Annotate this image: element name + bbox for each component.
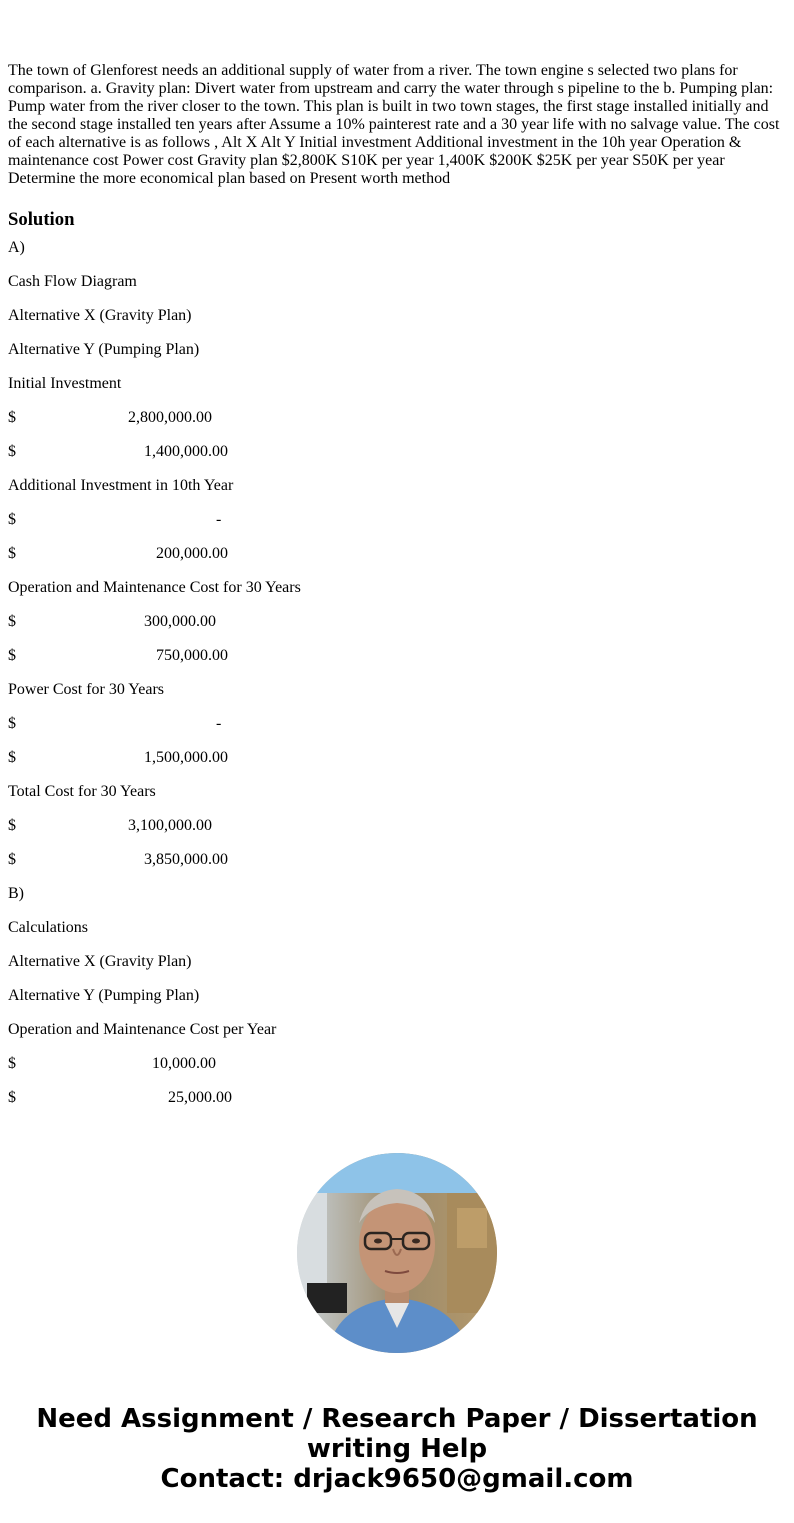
amount-value: 25,000.00 [168, 1089, 232, 1106]
om-year-x [8, 1055, 784, 1073]
promo-line-1: Need Assignment / Research Paper / Dissertation [36, 1404, 758, 1434]
currency-symbol: $ [8, 851, 16, 868]
cash-flow-title: Cash Flow Diagram [8, 273, 137, 290]
currency-symbol: $ [8, 817, 16, 834]
additional-investment-y [8, 545, 784, 563]
promo-contact: Contact: drjack9650@gmail.com [160, 1464, 634, 1494]
alt-x-label: Alternative X (Gravity Plan) [8, 307, 192, 324]
initial-investment-y [8, 443, 784, 461]
currency-symbol: $ [8, 443, 16, 460]
solution-heading: Solution [8, 209, 75, 230]
alt-y-label: Alternative Y (Pumping Plan) [8, 341, 200, 358]
total-cost-y [8, 851, 784, 869]
alt-y-label: Alternative Y (Pumping Plan) [8, 987, 200, 1004]
om-cost-y [8, 647, 784, 665]
amount-value: 750,000.00 [156, 647, 228, 664]
document-body [8, 62, 784, 1123]
initial-investment-x [8, 409, 784, 427]
tutor-portrait-image [297, 1153, 497, 1353]
total-cost-label: Total Cost for 30 Years [8, 783, 156, 800]
om-cost-x [8, 613, 784, 631]
om-cost-label: Operation and Maintenance Cost for 30 Years [8, 579, 301, 596]
initial-investment-label: Initial Investment [8, 375, 122, 392]
amount-value: 1,500,000.00 [144, 749, 228, 766]
solution-body [8, 239, 784, 1107]
amount-value: 3,850,000.00 [144, 851, 228, 868]
amount-value: 300,000.00 [144, 613, 216, 630]
part-a-label: A) [8, 239, 25, 256]
currency-symbol: $ [8, 511, 16, 528]
amount-value: 3,100,000.00 [128, 817, 212, 834]
currency-symbol: $ [8, 409, 16, 426]
currency-symbol: $ [8, 647, 16, 664]
calculations-title: Calculations [8, 919, 88, 936]
amount-value: 2,800,000.00 [128, 409, 212, 426]
promo-banner [0, 1404, 794, 1494]
amount-value: - [216, 715, 222, 732]
power-cost-label: Power Cost for 30 Years [8, 681, 164, 698]
amount-value: 1,400,000.00 [144, 443, 228, 460]
total-cost-x [8, 817, 784, 835]
om-year-label: Operation and Maintenance Cost per Year [8, 1021, 277, 1038]
currency-symbol: $ [8, 1089, 16, 1106]
question-text: The town of Glenforest needs an additional supply of water from a river. The town engine s selected two plans for comparison. a. Gravity plan: Divert water from upstream and carry the water through s pipeline to the b. Pumping plan: Pump water from the river closer to the town. This plan is built in two town stages, the first stage installed initially and the second stage installed ten years after Assume a 10% painterest rate and a 30 year life with no salvage value. The cost of each alternative is as follows , Alt X Alt Y Initial investment Additional investment in the 10h year Operation & maintenance cost Power cost Gravity plan $2,800K S10K per year 1,400K $200K $25K per year S50K per year Determine the more economical plan based on Present worth method [8, 62, 780, 187]
power-cost-y [8, 749, 784, 767]
currency-symbol: $ [8, 613, 16, 630]
avatar [297, 1153, 497, 1353]
power-cost-x [8, 715, 784, 733]
currency-symbol: $ [8, 749, 16, 766]
amount-value: 200,000.00 [156, 545, 228, 562]
promo-line-2: writing Help [306, 1434, 488, 1464]
amount-value: - [216, 511, 222, 528]
additional-investment-label: Additional Investment in 10th Year [8, 477, 234, 494]
currency-symbol: $ [8, 1055, 16, 1072]
additional-investment-x [8, 511, 784, 529]
part-b-label: B) [8, 885, 24, 902]
om-year-y [8, 1089, 784, 1107]
currency-symbol: $ [8, 545, 16, 562]
alt-x-label: Alternative X (Gravity Plan) [8, 953, 192, 970]
currency-symbol: $ [8, 715, 16, 732]
amount-value: 10,000.00 [152, 1055, 216, 1072]
